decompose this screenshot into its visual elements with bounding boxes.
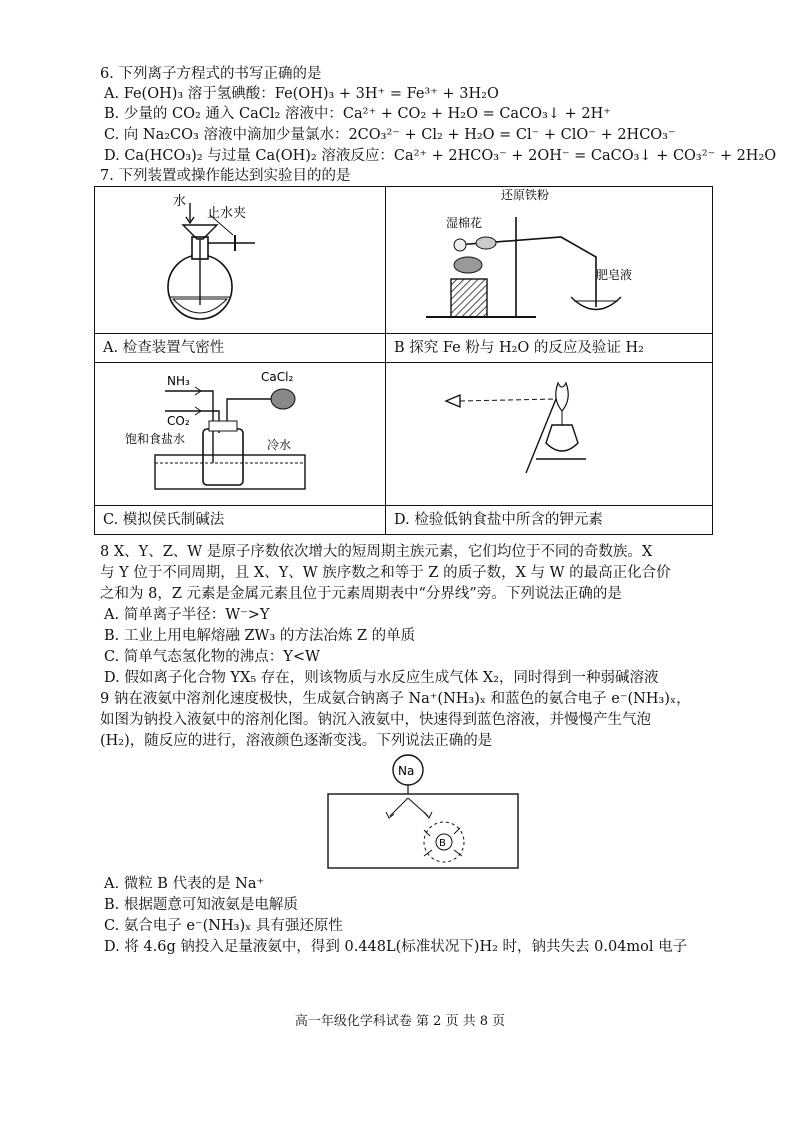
label-water: 水 bbox=[173, 194, 187, 209]
q8-option-d: D. 假如离子化合物 YX₅ 存在，则该物质与水反应生成气体 X₂，同时得到一种弱碱溶液 bbox=[104, 670, 659, 686]
apparatus-a-figure bbox=[95, 187, 385, 329]
q8-option-c: C. 简单气态氢化物的沸点：Y<W bbox=[104, 649, 320, 665]
label-soap: 肥皂液 bbox=[596, 268, 633, 282]
q7-stem: 7. 下列装置或操作能达到实验目的的是 bbox=[100, 168, 351, 184]
label-wet-cotton: 湿棉花 bbox=[446, 216, 483, 230]
caption-c: C. 模拟侯氏制碱法 bbox=[95, 506, 386, 535]
caption-a: A. 检查装置气密性 bbox=[95, 334, 386, 363]
apparatus-d-figure bbox=[386, 363, 712, 501]
page-footer: 高一年级化学科试卷 第 2 页 共 8 页 bbox=[294, 1014, 506, 1029]
q8-option-a: A. 简单离子半径：W⁻>Y bbox=[104, 607, 270, 623]
q6-option-c: C. 向 Na₂CO₃ 溶液中滴加少量氯水：2CO₃²⁻ + Cl₂ + H₂O = Cl⁻ + ClO⁻ + 2HCO₃⁻ bbox=[104, 127, 676, 143]
q9-stem-line-2: 如图为钠投入液氨中的溶剂化图。钠沉入液氨中，快速得到蓝色溶液，并慢慢产生气泡 bbox=[100, 712, 651, 728]
q9-option-c: C. 氨合电子 e⁻(NH₃)ₓ 具有强还原性 bbox=[104, 918, 343, 934]
q6-option-d: D. Ca(HCO₃)₂ 与过量 Ca(OH)₂ 溶液反应：Ca²⁺ + 2HCO₃⁻ + 2OH⁻ = CaCO₃↓ + CO₃²⁻ + 2H₂O bbox=[104, 148, 777, 164]
na-label: Na bbox=[398, 764, 415, 778]
label-brine: 饱和食盐水 bbox=[125, 432, 186, 446]
q8-stem-line-1: 8 X、Y、Z、W 是原子序数依次增大的短周期主族元素，它们均位于不同的奇数族。X bbox=[100, 544, 653, 560]
label-cold-water: 冷水 bbox=[267, 438, 292, 452]
apparatus-d-cell bbox=[386, 363, 713, 506]
q9-option-b: B. 根据题意可知液氨是电解质 bbox=[104, 897, 298, 913]
q9-option-d: D. 将 4.6g 钠投入足量液氨中，得到 0.448L(标准状况下)H₂ 时，钠共失去 0.04mol 电子 bbox=[104, 939, 688, 955]
apparatus-c-cell bbox=[95, 363, 386, 506]
q9-solvation-figure bbox=[320, 752, 520, 872]
apparatus-c-figure bbox=[95, 363, 385, 501]
label-nh3: NH₃ bbox=[167, 374, 190, 388]
q9-stem-line-1: 9 钠在液氨中溶剂化速度极快，生成氨合钠离子 Na⁺(NH₃)ₓ 和蓝色的氨合电子 e⁻(NH₃)ₓ， bbox=[100, 691, 691, 707]
label-clamp: 止水夹 bbox=[207, 206, 247, 221]
q9-stem-line-3: (H₂)，随反应的进行，溶液颜色逐渐变浅。下列说法正确的是 bbox=[100, 733, 493, 749]
label-cacl2: CaCl₂ bbox=[261, 370, 294, 384]
q8-stem-line-2: 与 Y 位于不同周期，且 X、Y、W 族序数之和等于 Z 的质子数，X 与 W 的最高正化合价 bbox=[100, 565, 671, 581]
apparatus-b-figure bbox=[386, 187, 712, 329]
q6-stem: 6. 下列离子方程式的书写正确的是 bbox=[100, 66, 322, 82]
label-iron-powder: 还原铁粉 bbox=[501, 188, 550, 202]
label-co2: CO₂ bbox=[167, 414, 190, 428]
b-label: B bbox=[439, 838, 446, 849]
q9-option-a: A. 微粒 B 代表的是 Na⁺ bbox=[104, 876, 265, 892]
q7-figure-table bbox=[94, 186, 713, 535]
caption-d: D. 检验低钠食盐中所含的钾元素 bbox=[386, 506, 713, 535]
q8-stem-line-3: 之和为 8，Z 元素是金属元素且位于元素周期表中“分界线”旁。下列说法正确的是 bbox=[100, 586, 622, 602]
apparatus-a-cell bbox=[95, 187, 386, 334]
q6-option-b: B. 少量的 CO₂ 通入 CaCl₂ 溶液中：Ca²⁺ + CO₂ + H₂O = CaCO₃↓ + 2H⁺ bbox=[104, 106, 611, 122]
caption-b: B 探究 Fe 粉与 H₂O 的反应及验证 H₂ bbox=[386, 334, 713, 363]
apparatus-b-cell bbox=[386, 187, 713, 334]
q6-option-a: A. Fe(OH)₃ 溶于氢碘酸：Fe(OH)₃ + 3H⁺ = Fe³⁺ + 3H₂O bbox=[104, 86, 499, 102]
q8-option-b: B. 工业上用电解熔融 ZW₃ 的方法冶炼 Z 的单质 bbox=[104, 628, 416, 644]
